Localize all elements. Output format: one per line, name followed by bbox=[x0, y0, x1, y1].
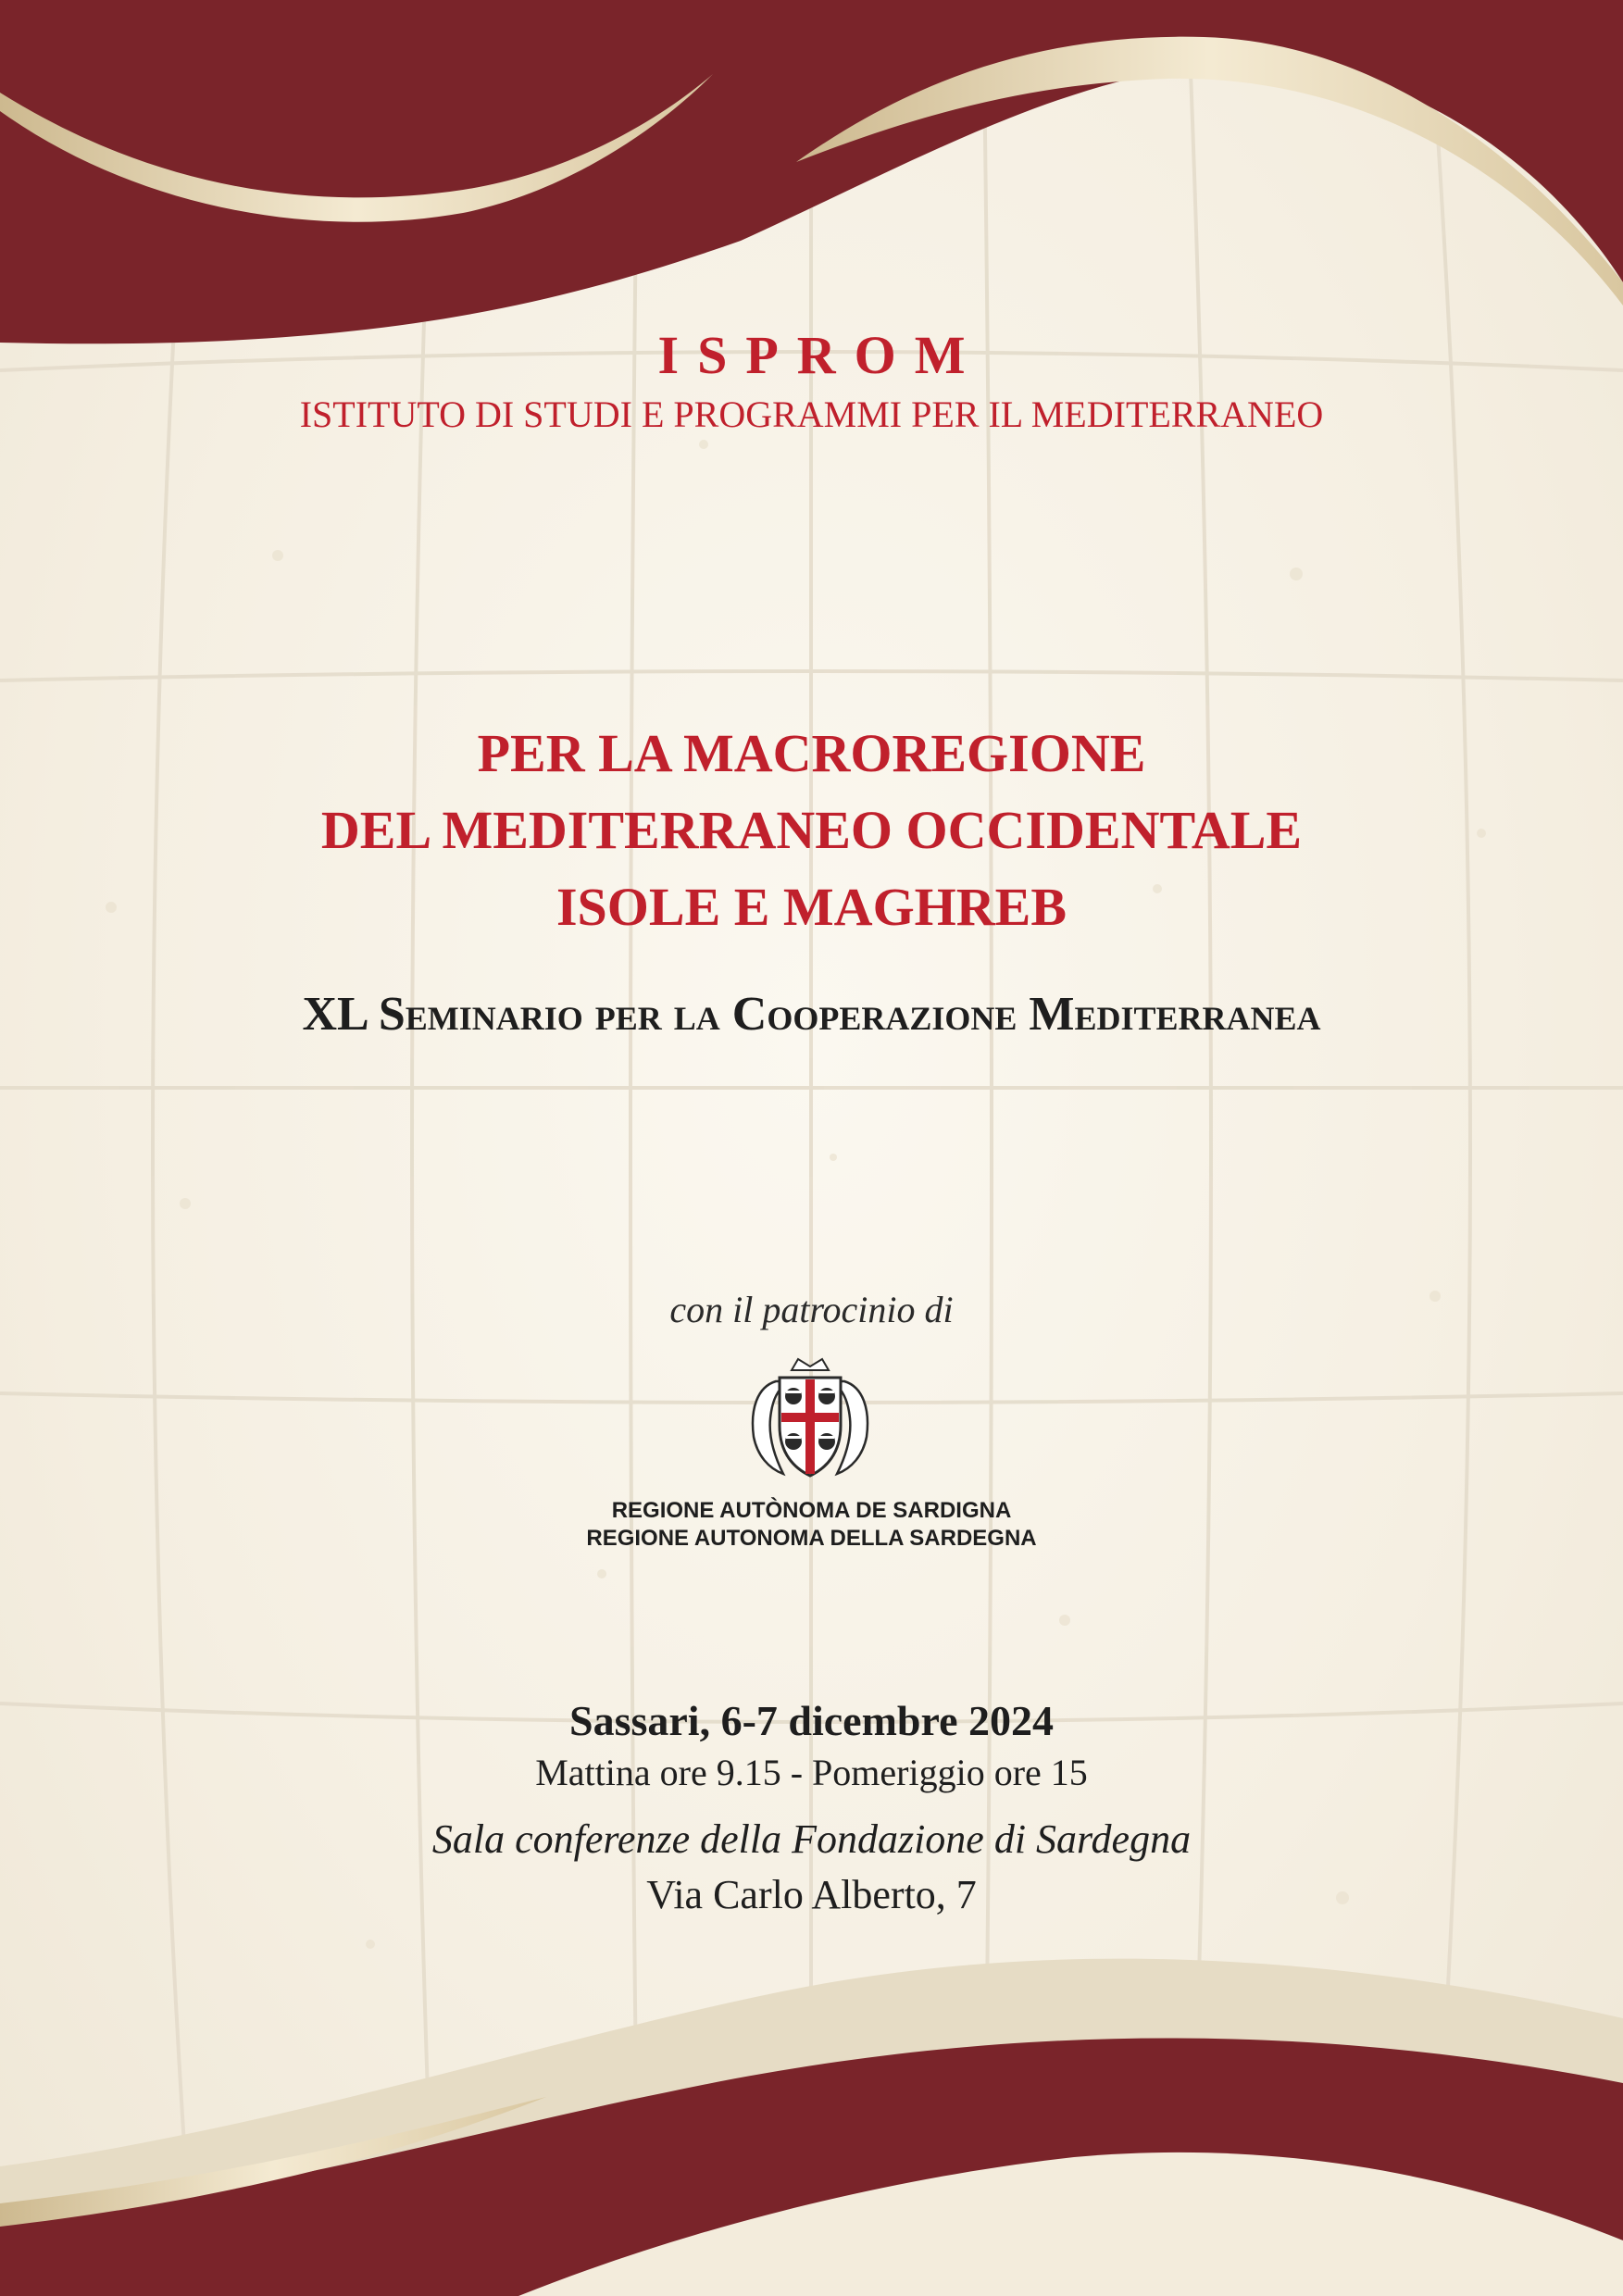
bottom-wave-decoration bbox=[0, 1959, 1623, 2296]
patronage-label: con il patrocinio di bbox=[669, 1289, 954, 1330]
event-time: Mattina ore 9.15 - Pomeriggio ore 15 bbox=[535, 1752, 1088, 1793]
event-main-title bbox=[0, 715, 1623, 945]
venue-name: Sala conferenze della Fondazione di Sardegna bbox=[431, 1816, 1192, 1862]
main-title-line-2: DEL MEDITERRANEO OCCIDENTALE bbox=[320, 800, 1303, 860]
event-date: Sassari, 6-7 dicembre 2024 bbox=[568, 1697, 1054, 1744]
institute-acronym: ISPROM bbox=[657, 325, 984, 385]
institute-full-name: ISTITUTO DI STUDI E PROGRAMMI PER IL MEDITERRANEO bbox=[299, 393, 1324, 435]
region-name-sardinian: REGIONE AUTÒNOMA DE SARDIGNA bbox=[611, 1498, 1012, 1523]
region-name-italian: REGIONE AUTONOMA DELLA SARDEGNA bbox=[586, 1526, 1037, 1551]
seminar-title: XL Seminario per la Cooperazione Mediterranea bbox=[302, 988, 1321, 1041]
sardinia-coat-of-arms-icon bbox=[741, 1354, 880, 1492]
venue-address: Via Carlo Alberto, 7 bbox=[646, 1872, 977, 1917]
main-title-line-1: PER LA MACROREGIONE bbox=[477, 723, 1146, 783]
main-title-line-3: ISOLE E MAGHREB bbox=[556, 877, 1067, 937]
